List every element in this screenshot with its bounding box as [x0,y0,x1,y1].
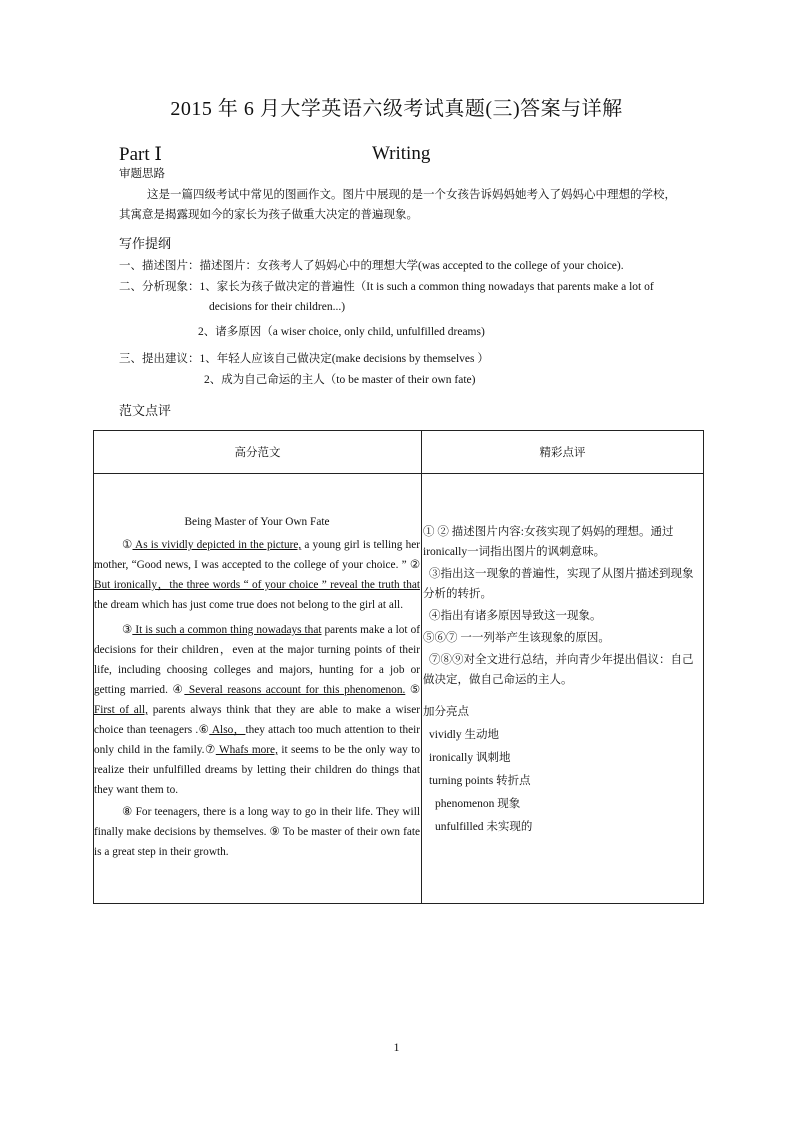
marker: ③ [122,624,133,636]
underlined-phrase: Several reasons account for this phenomenon. [184,684,406,696]
essay-text: they attach too much attention to their only child in the family. [94,724,421,756]
essay-column-header: 高分范文 [94,431,422,474]
marker: ⑤ [409,684,421,696]
bonus-item: turning points 转折点 [429,775,531,787]
outline-item-2: 二、分析现象：1、家长为孩子做决定的普遍性（It is such a common thing nowadays that parents make a lot of [119,281,654,293]
essay-paragraph-2 [94,620,420,800]
part-label: Part Ⅰ [119,144,162,165]
essay-text: parents make a lot of decisions for their children，even at the major turning points of their life, including choosing colleges and majors, hunting for a job or getting married. [94,624,420,696]
comment-column-header: 精彩点评 [422,431,704,474]
marker: ④ [172,684,185,696]
bonus-item: unfulfilled 未实现的 [435,821,533,833]
review-heading: 范文点评 [119,403,172,418]
document-title: 2015 年 6 月大学英语六级考试真题(三)答案与详解 [170,98,623,120]
part-name: Writing [372,143,431,164]
outline-item-2-cont: decisions for their children...) [209,301,346,313]
bonus-heading: 加分亮点 [423,706,469,718]
essay-text: the dream which has just come true does not belong to the girl at all. [94,599,404,611]
bonus-item: vividly 生动地 [429,729,499,741]
outline-item-1: 一、描述图片：描述图片：女孩考人了妈妈心中的理想大学(was accepted to the college of your choice). [119,260,624,272]
underlined-phrase: Also， [209,724,246,736]
outline-item-3: 三、提出建议：1、年轻人应该自己做决定(make decisions by themselves ） [119,353,489,365]
essay-text: For teenagers, there is a long way to go in their life. They will finally make decisions by themselves. [94,806,420,838]
marker: ⑦ [204,744,216,756]
essay-title: Being Master of Your Own Fate [184,516,330,528]
marker: ⑥ [198,724,210,736]
marker: ⑨ [269,826,280,838]
comment-4: ⑤⑥⑦ 一一列举产生该现象的原因。 [423,632,610,644]
analysis-text: 这是一篇四级考试中常见的图画作文。图片中展现的是一个女孩告诉妈妈她考入了妈妈心中理想的学校， 其寓意是揭露现如今的家长为孩子做重大决定的普遍现象。 [119,189,676,221]
outline-heading: 写作提纲 [119,236,172,251]
marker: ⑧ [122,806,133,818]
essay-paragraph-1 [94,535,420,615]
essay-text: it seems to be the only way to realize their unfulfilled dreams by letting their children do things that they want them to. [94,744,420,796]
underlined-phrase: As is vividly depicted in the picture, [132,539,302,551]
essay-text: a young girl is telling her mother, “Good news, I was accepted to the college of your choice. ” [94,539,420,571]
marker: ② [409,559,420,571]
essay-cell [94,474,422,904]
underlined-phrase: Whafs more, [215,744,278,756]
essay-paragraph-3 [94,802,420,862]
comment-2: ③指出这一现象的普遍性，实现了从图片描述到现象分析的转折。 [423,568,694,600]
comment-5: ⑦⑧⑨对全文进行总结，并向青少年提出倡议：自己做决定，做自己命运的主人。 [423,654,694,686]
bonus-item: phenomenon 现象 [435,798,521,810]
page-number: 1 [393,1040,400,1054]
comment-cell [422,474,704,904]
comment-3: ④指出有诸多原因导致这一现象。 [429,610,602,622]
outline-item-2-sub2: 2、诸多原因（a wiser choice, only child, unfulfilled dreams) [198,326,485,338]
marker: ① [122,539,133,551]
analysis-heading: 审题思路 [119,168,165,180]
bonus-item: ironically 讽刺地 [429,752,511,764]
essay-table [93,430,704,904]
essay-text: To be master of their own fate is a great step in their growth. [94,826,421,858]
underlined-phrase: But ironically，the three words “ of your choice ” reveal the truth that [94,579,420,591]
essay-text: parents always think that they are able to make a wiser choice than teenagers . [94,704,420,736]
comment-1: ① ② 描述图片内容:女孩实现了妈妈的理想。通过 ironically一词指出图片的讽刺意味。 [423,526,674,558]
outline-item-3-sub2: 2、成为自己命运的主人（to be master of their own fate) [204,374,476,386]
underlined-phrase: First of all, [94,704,148,716]
underlined-phrase: It is such a common thing nowadays that [132,624,322,636]
